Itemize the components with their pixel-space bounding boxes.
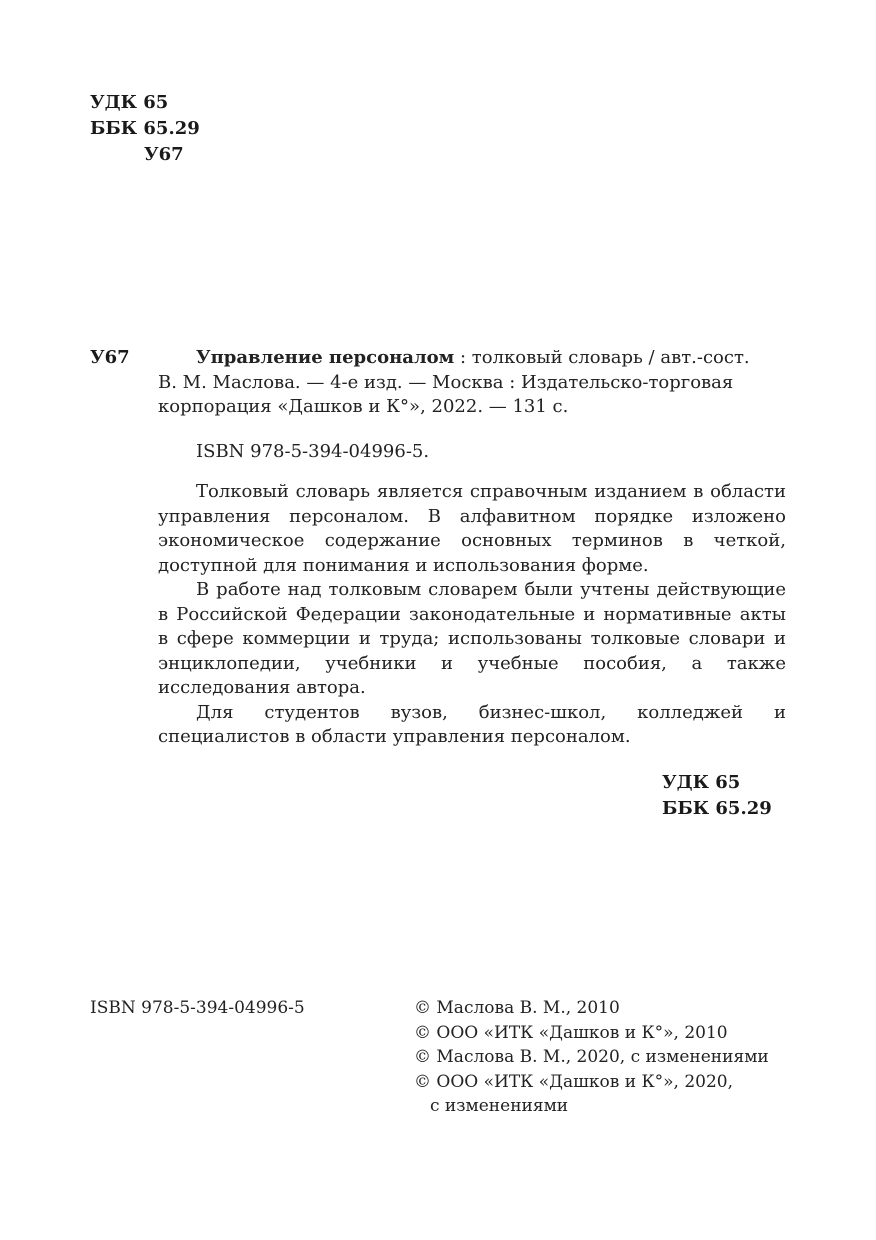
bottom-bbk-code: ББК 65.29	[662, 798, 772, 819]
bottom-classification-codes	[662, 770, 772, 822]
annotation-paragraph: В работе над толковым словарем были учтены действующие в Российской Федерации законодательные и нормативные акты в сфере коммерции и труда; использованы толковые словари и энциклопедии, учебники и учебные пособия, а также исследования автора.	[158, 579, 786, 698]
description-line-2: В. М. Маслова. — 4-е изд. — Москва : Издательско-торговая	[158, 371, 734, 393]
annotation-paragraph: Толковый словарь является справочным изданием в области управления персоналом. В алфавитном порядке изложено экономическое содержание основных терминов в четкой, доступной для понимания и использования форме.	[158, 481, 786, 576]
bibliographic-description	[158, 346, 786, 420]
top-classification-codes	[90, 90, 200, 168]
copyright-line: © ООО «ИТК «Дашков и К°», 2020,	[414, 1071, 734, 1092]
entry-isbn: ISBN 978-5-394-04996-5.	[196, 441, 430, 462]
bottom-udk-code: УДК 65	[662, 772, 741, 793]
description-line-3: корпорация «Дашков и К°», 2022. — 131 с.	[158, 396, 569, 417]
annotation-paragraph: Для студентов вузов, бизнес-школ, колледжей и специалистов в области управления персоналом.	[158, 701, 786, 747]
top-udk-code: УДК 65	[90, 92, 169, 113]
book-title: Управление персоналом	[196, 347, 455, 368]
footer-isbn: ISBN 978-5-394-04996-5	[90, 998, 305, 1018]
copyright-line: с изменениями	[430, 1096, 569, 1116]
copyright-line: © Маслова В. М., 2020, с изменениями	[414, 1047, 769, 1067]
description-line-1-rest: : толковый словарь / авт.-сост.	[454, 347, 750, 368]
top-bbk-code: ББК 65.29	[90, 118, 200, 139]
entry-author-mark: У67	[90, 347, 130, 368]
annotation	[158, 480, 786, 750]
description-line-1	[158, 346, 786, 371]
copyright-line: © ООО «ИТК «Дашков и К°», 2010	[414, 1022, 728, 1043]
copyright-line: © Маслова В. М., 2010	[414, 998, 620, 1018]
top-author-mark: У67	[144, 144, 184, 165]
copyright-block	[414, 996, 769, 1119]
